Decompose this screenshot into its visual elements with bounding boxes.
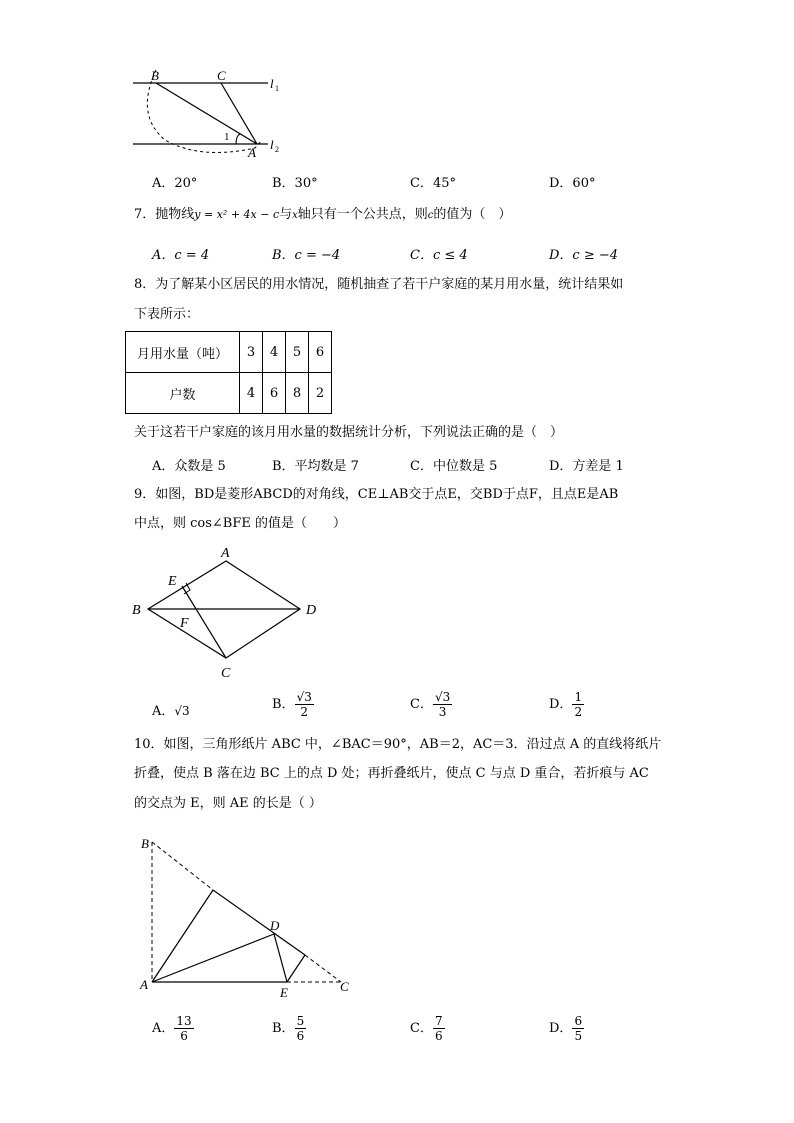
- q8-option-b[interactable]: B．平均数是 7: [272, 459, 359, 474]
- q7-c: c: [427, 210, 434, 221]
- label-angle-1: 1: [224, 131, 230, 143]
- q7-x: x: [292, 210, 298, 221]
- denominator: 6: [434, 1029, 443, 1043]
- segment-a-fold: [152, 890, 213, 982]
- q9-option-b[interactable]: [272, 690, 314, 719]
- table-cell: 5: [286, 332, 309, 373]
- denominator: 3: [438, 705, 447, 719]
- q10-option-d[interactable]: [549, 1014, 584, 1043]
- label-a: A: [140, 977, 148, 992]
- label-c: C: [217, 68, 226, 83]
- angle-mark-1: [236, 134, 240, 144]
- table-header-usage: 月用水量（吨）: [126, 332, 240, 373]
- q8-stem-line2: 下表所示：: [134, 307, 200, 322]
- q7-stem: [134, 206, 511, 225]
- segment-e-fold: [287, 955, 305, 982]
- label-d: D: [270, 918, 280, 933]
- label-a: A: [221, 546, 230, 561]
- q7-option-d[interactable]: D．c ≥ −4: [549, 248, 619, 263]
- option-label: D．: [549, 697, 573, 712]
- table-cell: 8: [286, 373, 309, 414]
- q9-stem-line1: 9．如图，BD是菱形ABCD的对角线，CE⊥AB交于点E，交BD于点F，且点E是AB: [134, 487, 619, 502]
- label-b: B: [132, 603, 141, 618]
- label-c: C: [221, 666, 231, 681]
- fraction: [295, 1014, 307, 1043]
- q8-question: 关于这若干户家庭的该月用水量的数据统计分析，下列说法正确的是（ ）: [134, 425, 564, 440]
- right-angle-mark: [184, 583, 190, 594]
- water-usage-table: [125, 331, 332, 414]
- q9-figure: [125, 540, 325, 685]
- option-label: A．: [152, 1021, 175, 1036]
- fraction: [572, 690, 584, 719]
- table-cell: 6: [263, 373, 286, 414]
- option-label: C．: [410, 697, 433, 712]
- denominator: 2: [300, 705, 309, 719]
- option-label: C．: [410, 1021, 433, 1036]
- q7-stem-mid2: 轴只有一个公共点，则: [297, 207, 428, 222]
- q8-option-c[interactable]: C．中位数是 5: [410, 459, 498, 474]
- table-header-households: 户数: [126, 373, 240, 414]
- numerator: 1: [574, 690, 583, 704]
- q7-option-a[interactable]: A．c = 4: [152, 248, 210, 263]
- option-label: B．: [272, 1021, 295, 1036]
- q9-option-a[interactable]: [152, 700, 190, 719]
- q8-option-a[interactable]: A．众数是 5: [152, 459, 226, 474]
- q6-option-c[interactable]: C．45°: [410, 176, 456, 191]
- segment-bd-dashed: [152, 842, 213, 890]
- numerator: 5: [296, 1014, 305, 1028]
- q6-option-a[interactable]: A．20°: [152, 176, 198, 191]
- label-e: E: [280, 985, 288, 1000]
- denominator: 5: [574, 1029, 583, 1043]
- q10-option-c[interactable]: [410, 1014, 445, 1043]
- label-b: B: [141, 836, 149, 851]
- label-c: C: [340, 979, 349, 994]
- numerator: √3: [296, 690, 312, 704]
- table-row: [126, 332, 332, 373]
- label-l1-sub: 1: [275, 84, 279, 93]
- q8-option-d[interactable]: D．方差是 1: [549, 459, 624, 474]
- label-l2: l: [270, 137, 274, 152]
- table-cell: 4: [263, 332, 286, 373]
- segment-ba: [156, 83, 257, 144]
- q9-stem-line2: 中点，则 cos∠BFE 的值是（ ）: [134, 516, 346, 531]
- option-label: D．: [549, 1021, 573, 1036]
- segment-cd-dashed: [305, 955, 341, 982]
- q7-formula: y = x² + 4x − c: [194, 208, 280, 221]
- q10-option-b[interactable]: [272, 1014, 306, 1043]
- q7-stem-prefix: 7．抛物线: [134, 207, 195, 222]
- table-row: [126, 373, 332, 414]
- arc-dashed: [147, 70, 262, 153]
- fold-line: [213, 890, 305, 955]
- q10-stem-line3: 的交点为 E，则 AE 的长是（ ）: [134, 796, 322, 811]
- label-e: E: [168, 574, 177, 589]
- q6-option-d[interactable]: D．60°: [549, 176, 596, 191]
- numerator: 6: [574, 1014, 583, 1028]
- option-label: B．: [272, 697, 295, 712]
- label-d: D: [306, 603, 317, 618]
- label-a: A: [248, 145, 256, 160]
- segment-ce: [182, 586, 226, 658]
- fraction: [295, 690, 314, 719]
- q8-stem-line1: 8．为了解某小区居民的用水情况，随机抽查了若干户家庭的某月用水量，统计结果如: [134, 277, 624, 292]
- option-value: √3: [174, 704, 190, 718]
- q9-option-d[interactable]: [549, 690, 584, 719]
- q6-option-b[interactable]: B．30°: [272, 176, 318, 191]
- numerator: 13: [176, 1014, 192, 1028]
- label-l2-sub: 2: [275, 145, 279, 154]
- segment-ad: [152, 934, 274, 982]
- option-label: A．: [152, 704, 175, 719]
- fraction: [174, 1014, 193, 1043]
- q7-stem-mid: 与: [279, 207, 293, 222]
- denominator: 6: [180, 1029, 188, 1043]
- numerator: √3: [434, 690, 451, 704]
- q7-option-c[interactable]: C．c ≤ 4: [410, 248, 468, 263]
- denominator: 6: [296, 1029, 305, 1043]
- label-f: F: [180, 616, 189, 631]
- q10-figure: [125, 828, 365, 1003]
- fraction: [572, 1014, 584, 1043]
- q10-option-a[interactable]: [152, 1014, 194, 1043]
- label-b: B: [151, 68, 159, 83]
- table-cell: 4: [240, 373, 263, 414]
- q6-figure: [125, 62, 290, 162]
- fraction: [433, 1014, 445, 1043]
- numerator: 7: [434, 1014, 443, 1028]
- q10-stem-line1: 10．如图，三角形纸片 ABC 中，∠BAC＝90°，AB＝2，AC＝3．沿过点 A 的直线将纸片: [134, 737, 662, 752]
- q7-stem-suffix: 的值为（ ）: [433, 207, 512, 222]
- q9-option-c[interactable]: [410, 690, 452, 719]
- q7-option-b[interactable]: B．c = −4: [272, 248, 341, 263]
- table-cell: 6: [309, 332, 332, 373]
- q10-stem-line2: 折叠，使点 B 落在边 BC 上的点 D 处；再折叠纸片，使点 C 与点 D 重合，若折痕与 AC: [134, 766, 649, 781]
- table-cell: 2: [309, 373, 332, 414]
- fraction: [433, 690, 452, 719]
- denominator: 2: [574, 705, 583, 719]
- label-l1: l: [270, 76, 274, 91]
- table-cell: 3: [240, 332, 263, 373]
